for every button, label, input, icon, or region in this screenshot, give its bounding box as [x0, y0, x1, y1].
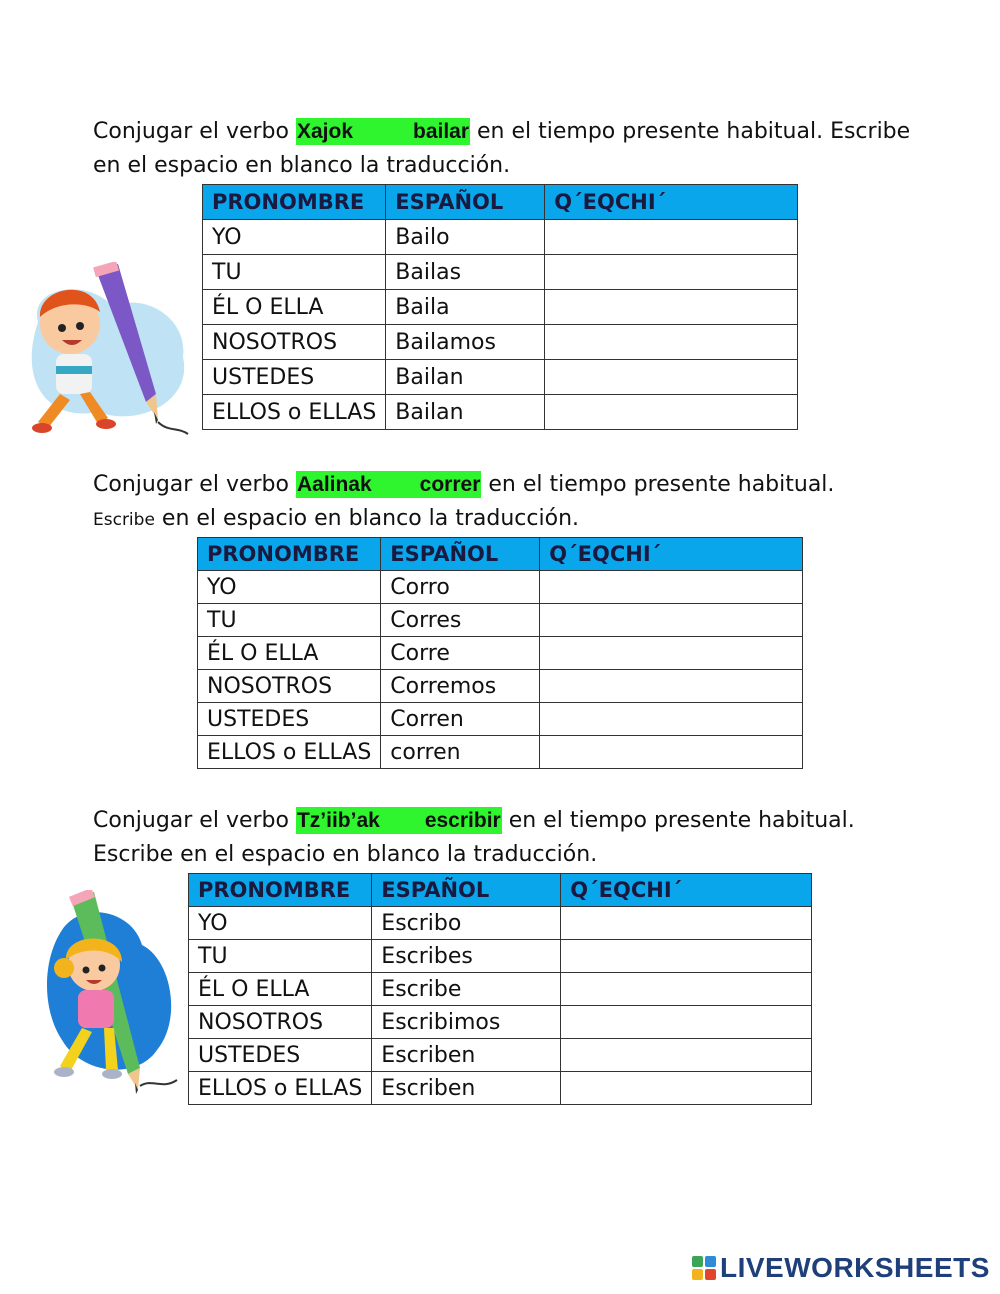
pronombre-cell: TU [189, 940, 372, 973]
table-row [203, 290, 798, 325]
qeqchi-answer-cell[interactable] [545, 255, 798, 290]
conjugation-table-correr [197, 537, 803, 769]
pronombre-cell: NOSOTROS [189, 1006, 372, 1039]
column-header-pronombre: PRONOMBRE [198, 538, 381, 571]
instruction-text: Conjugar el verbo [93, 119, 296, 144]
column-header-espanol: ESPAÑOL [372, 874, 561, 907]
espanol-cell: corren [381, 736, 540, 769]
verb-spanish: correr [419, 473, 481, 496]
espanol-cell: Escribimos [372, 1006, 561, 1039]
instruction-text: en el tiempo presente habitual. Escribe en el espacio en blanco la traducción. [93, 808, 855, 867]
pronombre-cell: ÉL O ELLA [189, 973, 372, 1006]
instruction-1 [93, 115, 913, 183]
instruction-text: en el tiempo presente habitual. Escribe en el espacio en blanco la traducción. [93, 119, 911, 178]
qeqchi-answer-cell[interactable] [545, 325, 798, 360]
column-header-qeqchi: Q´EQCHI´ [545, 185, 798, 220]
table-header-row [198, 538, 803, 571]
pronombre-cell: ÉL O ELLA [198, 637, 381, 670]
espanol-cell: Escribe [372, 973, 561, 1006]
column-header-espanol: ESPAÑOL [381, 538, 540, 571]
espanol-cell: Bailan [386, 395, 545, 430]
table-row [203, 395, 798, 430]
pronombre-cell: YO [189, 907, 372, 940]
qeqchi-answer-cell[interactable] [561, 1072, 812, 1105]
pronombre-cell: ELLOS o ELLAS [203, 395, 386, 430]
qeqchi-answer-cell[interactable] [561, 940, 812, 973]
espanol-cell: Escribo [372, 907, 561, 940]
espanol-cell: Bailas [386, 255, 545, 290]
instruction-text: Conjugar el verbo [93, 808, 296, 833]
qeqchi-answer-cell[interactable] [540, 670, 803, 703]
table-row [189, 940, 812, 973]
pronombre-cell: ELLOS o ELLAS [198, 736, 381, 769]
qeqchi-answer-cell[interactable] [545, 395, 798, 430]
liveworksheets-logo[interactable] [692, 1252, 990, 1284]
table-row [189, 1072, 812, 1105]
espanol-cell: Bailamos [386, 325, 545, 360]
table-row [189, 907, 812, 940]
girl-with-pencil-illustration [42, 890, 182, 1095]
qeqchi-answer-cell[interactable] [545, 220, 798, 255]
table-row [198, 604, 803, 637]
table-header-row [203, 185, 798, 220]
instruction-text: en el tiempo presente habitual. [481, 472, 835, 497]
espanol-cell: Corremos [381, 670, 540, 703]
espanol-cell: Escriben [372, 1072, 561, 1105]
table-row [203, 325, 798, 360]
qeqchi-answer-cell[interactable] [540, 604, 803, 637]
pronombre-cell: USTEDES [203, 360, 386, 395]
qeqchi-answer-cell[interactable] [561, 1006, 812, 1039]
instruction-3 [93, 804, 913, 872]
instruction-text: Escribe [93, 510, 155, 530]
table-row [198, 670, 803, 703]
table-row [203, 360, 798, 395]
brand-name: LIVEWORKSHEETS [720, 1252, 990, 1283]
pronombre-cell: USTEDES [198, 703, 381, 736]
instruction-text: en el espacio en blanco la traducción. [154, 506, 580, 531]
qeqchi-answer-cell[interactable] [545, 360, 798, 395]
pronombre-cell: YO [203, 220, 386, 255]
qeqchi-answer-cell[interactable] [561, 973, 812, 1006]
pronombre-cell: ÉL O ELLA [203, 290, 386, 325]
espanol-cell: Corre [381, 637, 540, 670]
table-row [203, 220, 798, 255]
espanol-cell: Corres [381, 604, 540, 637]
qeqchi-answer-cell[interactable] [540, 637, 803, 670]
verb-qeqchi: Xajok [296, 120, 353, 143]
qeqchi-answer-cell[interactable] [561, 1039, 812, 1072]
verb-highlight [296, 807, 502, 834]
boy-with-pencil-illustration [18, 262, 193, 440]
pronombre-cell: NOSOTROS [198, 670, 381, 703]
espanol-cell: Bailo [386, 220, 545, 255]
espanol-cell: Escribes [372, 940, 561, 973]
qeqchi-answer-cell[interactable] [540, 736, 803, 769]
column-header-espanol: ESPAÑOL [386, 185, 545, 220]
column-header-qeqchi: Q´EQCHI´ [540, 538, 803, 571]
instruction-text: Conjugar el verbo [93, 472, 296, 497]
table-row [189, 1006, 812, 1039]
instruction-2 [93, 468, 913, 537]
pronombre-cell: TU [198, 604, 381, 637]
table-row [198, 637, 803, 670]
qeqchi-answer-cell[interactable] [545, 290, 798, 325]
pronombre-cell: USTEDES [189, 1039, 372, 1072]
pronombre-cell: YO [198, 571, 381, 604]
conjugation-table-escribir [188, 873, 812, 1105]
table-row [189, 973, 812, 1006]
table-row [203, 255, 798, 290]
pronombre-cell: TU [203, 255, 386, 290]
verb-highlight [296, 471, 481, 498]
pronombre-cell: NOSOTROS [203, 325, 386, 360]
pronombre-cell: ELLOS o ELLAS [189, 1072, 372, 1105]
verb-spanish: escribir [424, 809, 501, 832]
verb-qeqchi: Tz’iib’ak [296, 809, 380, 832]
column-header-pronombre: PRONOMBRE [189, 874, 372, 907]
verb-spanish: bailar [413, 120, 470, 143]
table-row [189, 1039, 812, 1072]
espanol-cell: Corro [381, 571, 540, 604]
table-header-row [189, 874, 812, 907]
table-row [198, 571, 803, 604]
qeqchi-answer-cell[interactable] [540, 571, 803, 604]
column-header-qeqchi: Q´EQCHI´ [561, 874, 812, 907]
espanol-cell: Corren [381, 703, 540, 736]
verb-highlight [296, 118, 470, 145]
table-row [198, 736, 803, 769]
logo-badge-icon [692, 1256, 716, 1280]
column-header-pronombre: PRONOMBRE [203, 185, 386, 220]
conjugation-table-bailar [202, 184, 798, 430]
espanol-cell: Bailan [386, 360, 545, 395]
verb-qeqchi: Aalinak [296, 473, 372, 496]
qeqchi-answer-cell[interactable] [540, 703, 803, 736]
table-row [198, 703, 803, 736]
espanol-cell: Escriben [372, 1039, 561, 1072]
espanol-cell: Baila [386, 290, 545, 325]
qeqchi-answer-cell[interactable] [561, 907, 812, 940]
